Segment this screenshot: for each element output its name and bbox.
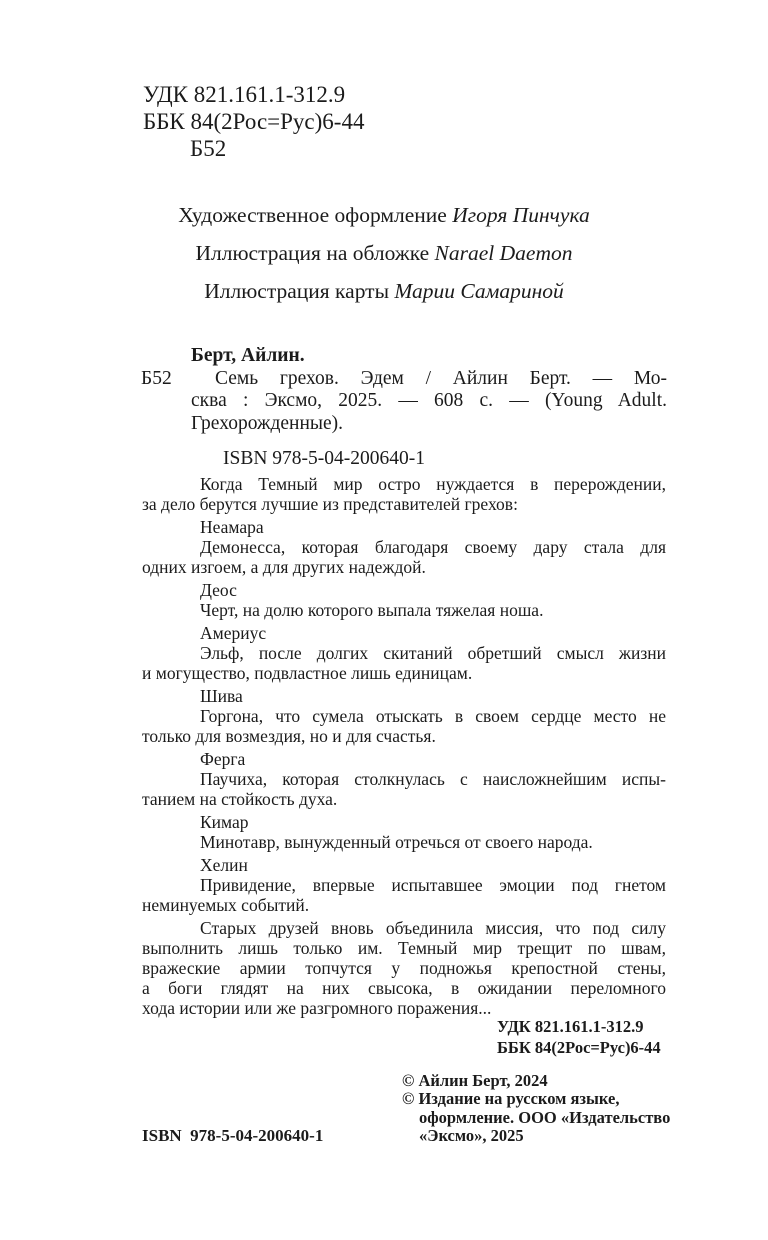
annotation-paragraph	[142, 706, 666, 746]
annotation-paragraph	[142, 918, 666, 1018]
card-description-line: сква : Эксмо, 2025. — 608 с. — (Young Adult.	[191, 390, 667, 411]
annotation-line: Неамара	[200, 517, 264, 537]
card-description-line: Грехорожденные).	[191, 412, 344, 434]
imprint-udk-code: УДК 821.161.1-312.9	[497, 1017, 644, 1036]
credit-person-name: Игоря Пинчука	[452, 203, 590, 227]
catalog-card-author: Берт, Айлин.	[191, 345, 305, 366]
copyright-line: © Айлин Берт, 2024	[402, 1071, 548, 1090]
annotation-paragraph	[142, 600, 666, 620]
top-classification-codes	[143, 81, 364, 162]
annotation-line: выполнить лишь только им. Темный мир трещит по швам,	[142, 938, 666, 958]
credit-line	[0, 280, 768, 302]
credit-person-name: Narael Daemon	[434, 241, 573, 265]
annotation-line: Привидение, впервые испытавшее эмоции под гнетом	[200, 875, 666, 895]
annotation-paragraph	[142, 875, 666, 915]
credits-block	[0, 204, 768, 318]
bbk-code: ББК 84(2Рос=Рус)6-44	[143, 109, 365, 134]
annotation-line: хода истории или же разгромного поражения...	[142, 998, 492, 1018]
catalog-card-isbn: ISBN 978-5-04-200640-1	[223, 448, 426, 469]
annotation-line: танием на стойкость духа.	[142, 789, 338, 809]
imprint-bbk-code: ББК 84(2Рос=Рус)6-44	[497, 1037, 661, 1057]
annotation-paragraph	[142, 832, 666, 852]
credit-line	[0, 204, 768, 226]
credit-label: Иллюстрация на обложке	[195, 241, 435, 265]
catalog-card-margin-code: Б52	[141, 367, 172, 389]
annotation-line: только для возмездия, но и для счастья.	[142, 726, 436, 746]
annotation-paragraph	[142, 686, 666, 706]
annotation-line: Хелин	[200, 855, 248, 875]
annotation-paragraph	[142, 812, 666, 832]
annotation-paragraph	[142, 580, 666, 600]
annotation-paragraph	[142, 769, 666, 809]
annotation-paragraph	[142, 855, 666, 875]
annotation-line: и могущество, подвластное лишь единицам.	[142, 663, 473, 683]
annotation-paragraph	[142, 643, 666, 683]
author-sign-code: Б52	[190, 136, 227, 161]
annotation-line: неминуемых событий.	[142, 895, 310, 915]
annotation-line: Старых друзей вновь объединила миссия, что под силу	[200, 918, 666, 938]
bottom-isbn: ISBN 978-5-04-200640-1	[142, 1126, 324, 1145]
catalog-card	[141, 345, 667, 471]
annotation-line: Ферга	[200, 749, 246, 769]
credit-label: Художественное оформление	[178, 203, 453, 227]
annotation-line: Шива	[200, 686, 243, 706]
annotation-line: Когда Темный мир остро нуждается в перерождении,	[200, 474, 666, 494]
annotation-paragraph	[142, 474, 666, 514]
annotation-line: Деос	[200, 580, 237, 600]
annotation-paragraph	[142, 623, 666, 643]
annotation-line: Кимар	[200, 812, 249, 832]
annotation-block	[142, 474, 666, 1018]
copyright-line: © Издание на русском языке,	[402, 1089, 620, 1109]
annotation-line: за дело берутся лучшие из представителей грехов:	[142, 494, 518, 514]
copyright-block	[402, 1072, 702, 1146]
annotation-paragraph	[142, 749, 666, 769]
copyright-line: оформление. ООО «Издательство	[419, 1107, 671, 1127]
annotation-paragraph	[142, 517, 666, 537]
annotation-line: Америус	[200, 623, 267, 643]
annotation-line: Эльф, после долгих скитаний обретший смысл жизни	[200, 643, 666, 663]
annotation-line: Горгона, что сумела отыскать в своем сердце место не	[200, 706, 666, 726]
imprint-codes-block	[497, 1017, 661, 1058]
annotation-line: Черт, на долю которого выпала тяжелая ноша.	[200, 600, 544, 620]
credit-label: Иллюстрация карты	[204, 279, 395, 303]
credit-person-name: Марии Самариной	[394, 279, 564, 303]
annotation-paragraph	[142, 537, 666, 577]
annotation-line: Минотавр, вынужденный отречься от своего народа.	[200, 832, 593, 852]
annotation-line: Паучиха, которая столкнулась с наисложнейшим испы-	[200, 769, 666, 789]
annotation-line: одних изгоем, а для других надеждой.	[142, 557, 426, 577]
annotation-line: Демонесса, которая благодаря своему дару стала для	[200, 537, 666, 557]
catalog-card-description	[191, 368, 667, 436]
credit-line	[0, 242, 768, 264]
annotation-line: а боги глядят на них свысока, в ожидании переломного	[142, 978, 666, 998]
catalog-card-content	[191, 345, 667, 471]
copyright-line: «Эксмо», 2025	[419, 1126, 524, 1146]
udk-code: УДК 821.161.1-312.9	[143, 82, 346, 107]
card-description-line: Семь грехов. Эдем / Айлин Берт. — Мо-	[215, 367, 667, 389]
annotation-line: вражеские армии топчутся у подножья крепостной стены,	[142, 958, 666, 978]
